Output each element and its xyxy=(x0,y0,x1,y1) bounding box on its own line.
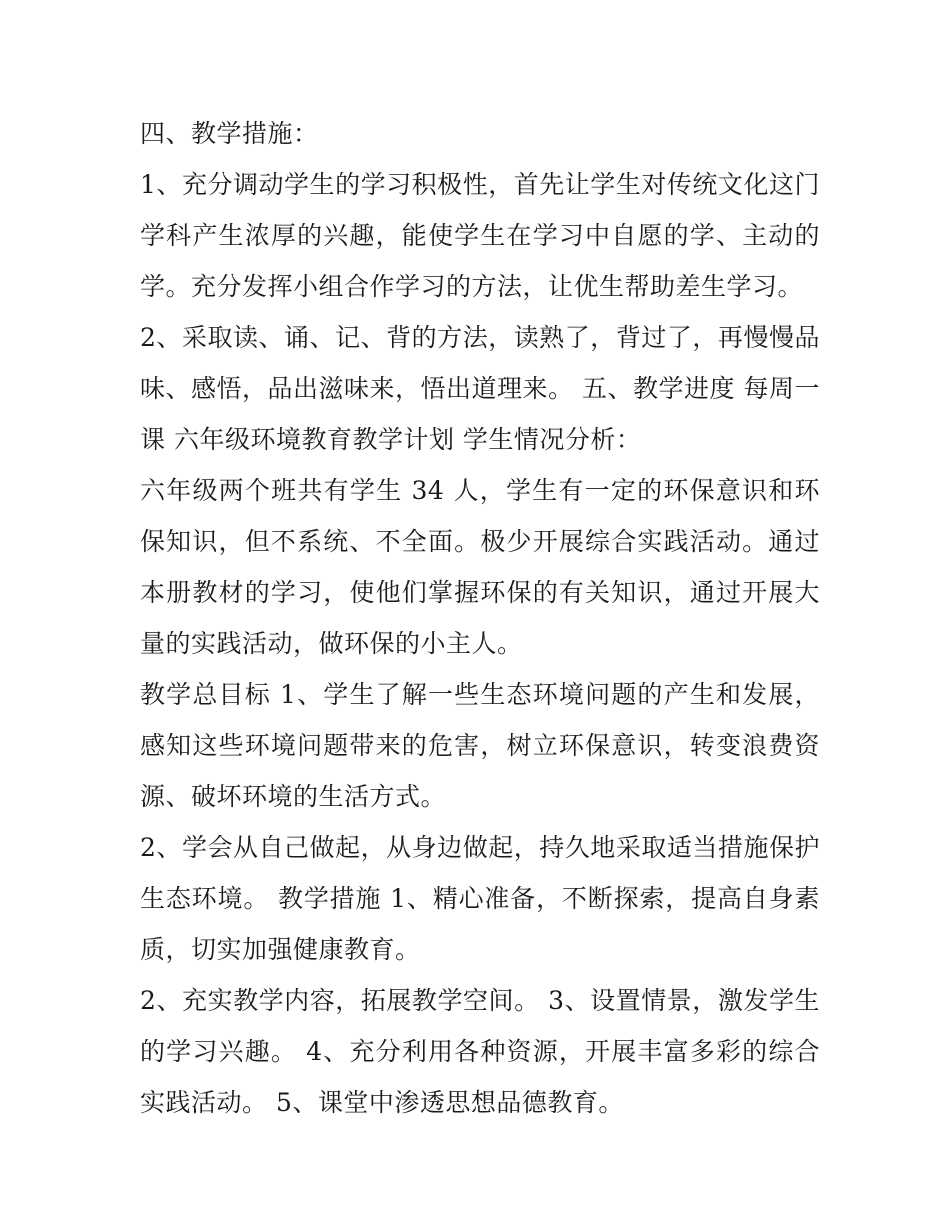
paragraph-4: 教学总目标 1、学生了解一些生态环境问题的产生和发展，感知这些环境问题带来的危害，树立环保意识，转变浪费资源、破坏环境的生活方式。 xyxy=(140,680,820,811)
paragraph-3: 六年级两个班共有学生 34 人，学生有一定的环保意识和环保知识，但不系统、不全面。极少开展综合实践活动。通过本册教材的学习，使他们掌握环保的有关知识，通过开展大量的实践活动，做环保的小主人。 xyxy=(140,476,820,658)
paragraph-1: 1、充分调动学生的学习积极性，首先让学生对传统文化这门学科产生浓厚的兴趣，能使学生在学习中自愿的学、主动的学。充分发挥小组合作学习的方法，让优生帮助差生学习。 xyxy=(140,170,820,301)
section-heading: 四、教学措施： xyxy=(140,119,319,148)
paragraph-6: 2、充实教学内容，拓展教学空间。 3、设置情景，激发学生的学习兴趣。 4、充分利用各种资源，开展丰富多彩的综合实践活动。 5、课堂中渗透思想品德教育。 xyxy=(140,986,820,1117)
paragraph-2: 2、采取读、诵、记、背的方法，读熟了，背过了，再慢慢品味、感悟，品出滋味来，悟出道理来。 五、教学进度 每周一课 六年级环境教育教学计划 学生情况分析： xyxy=(140,323,820,454)
document-body xyxy=(140,108,820,1128)
paragraph-5: 2、学会从自己做起，从身边做起，持久地采取适当措施保护生态环境。 教学措施 1、精心准备，不断探索，提高自身素质，切实加强健康教育。 xyxy=(140,833,820,964)
